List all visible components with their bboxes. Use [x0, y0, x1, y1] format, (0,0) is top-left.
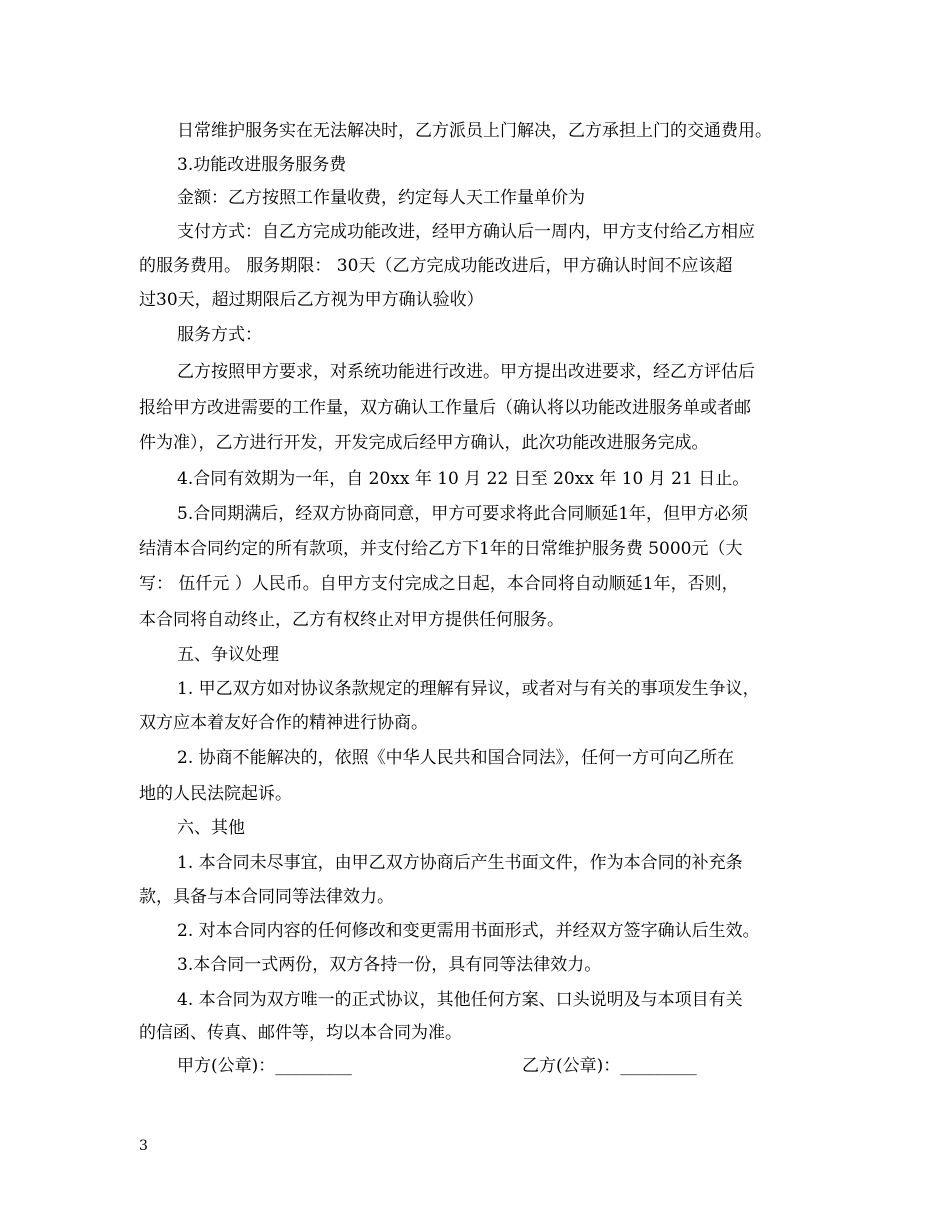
document-line: 5.合同期满后，经双方协商同意，甲方可要求将此合同顺延1年，但甲方必须: [177, 504, 749, 524]
page-number: 3: [139, 1138, 148, 1154]
document-line: 4. 本合同为双方唯一的正式协议，其他任何方案、口头说明及与本项目有关: [177, 990, 743, 1010]
document-line: 3.本合同一式两份，双方各持一份，具有同等法律效力。: [177, 955, 602, 975]
document-line: 地的人民法院起诉。: [139, 784, 292, 804]
document-line: 报给甲方改进需要的工作量，双方确认工作量后（确认将以功能改进服务单或者邮: [139, 398, 751, 418]
document-line: 款，具备与本合同同等法律效力。: [139, 887, 394, 907]
document-line: 2. 协商不能解决的，依照《中华人民共和国合同法》，任何一方可向乙所在: [177, 748, 735, 768]
document-line: 3.功能改进服务服务费: [177, 155, 347, 175]
document-line: 结清本合同约定的所有款项，并支付给乙方下1年的日常维护服务费 5000元（大: [139, 539, 743, 559]
document-line: 金额：乙方按照工作量收费，约定每人天工作量单价为: [177, 188, 585, 208]
document-line: 2. 对本合同内容的任何修改和变更需用书面形式，并经双方签字确认后生效。: [177, 921, 760, 941]
document-line: 本合同将自动终止，乙方有权终止对甲方提供任何服务。: [139, 610, 564, 630]
document-line: 的信函、传真、邮件等，均以本合同为准。: [139, 1023, 462, 1043]
document-line: 的服务费用。 服务期限： 30天（乙方完成功能改进后，甲方确认时间不应该超: [139, 256, 733, 276]
document-line: 日常维护服务实在无法解决时，乙方派员上门解决，乙方承担上门的交通费用。: [177, 121, 772, 141]
party-b-seal-line: 乙方(公章)：_________: [522, 1056, 697, 1076]
section-heading: 六、其他: [177, 818, 245, 838]
document-line: 服务方式：: [177, 325, 262, 345]
document-line: 1. 甲乙双方如对协议条款规定的理解有异议，或者对与有关的事项发生争议，: [177, 679, 760, 699]
document-line: 双方应本着友好合作的精神进行协商。: [139, 713, 428, 733]
document-line: 写： 伍仟元 ）人民币。自甲方支付完成之日起，本合同将自动顺延1年，否则，: [139, 574, 739, 594]
document-line: 乙方按照甲方要求，对系统功能进行改进。甲方提出改进要求，经乙方评估后: [177, 362, 755, 382]
party-a-seal-line: 甲方(公章)：_________: [177, 1056, 352, 1076]
document-line: 过30天，超过期限后乙方视为甲方确认验收）: [139, 290, 484, 310]
document-line: 支付方式：自乙方完成功能改进，经甲方确认后一周内，甲方支付给乙方相应: [177, 222, 755, 242]
document-line: 4.合同有效期为一年，自 20xx 年 10 月 22 日至 20xx 年 10 月 21 日止。: [177, 469, 750, 489]
document-line: 件为准），乙方进行开发，开发完成后经甲方确认，此次功能改进服务完成。: [139, 433, 709, 453]
document-line: 1. 本合同未尽事宜，由甲乙双方协商后产生书面文件，作为本合同的补充条: [177, 853, 743, 873]
section-heading: 五、争议处理: [177, 645, 279, 665]
